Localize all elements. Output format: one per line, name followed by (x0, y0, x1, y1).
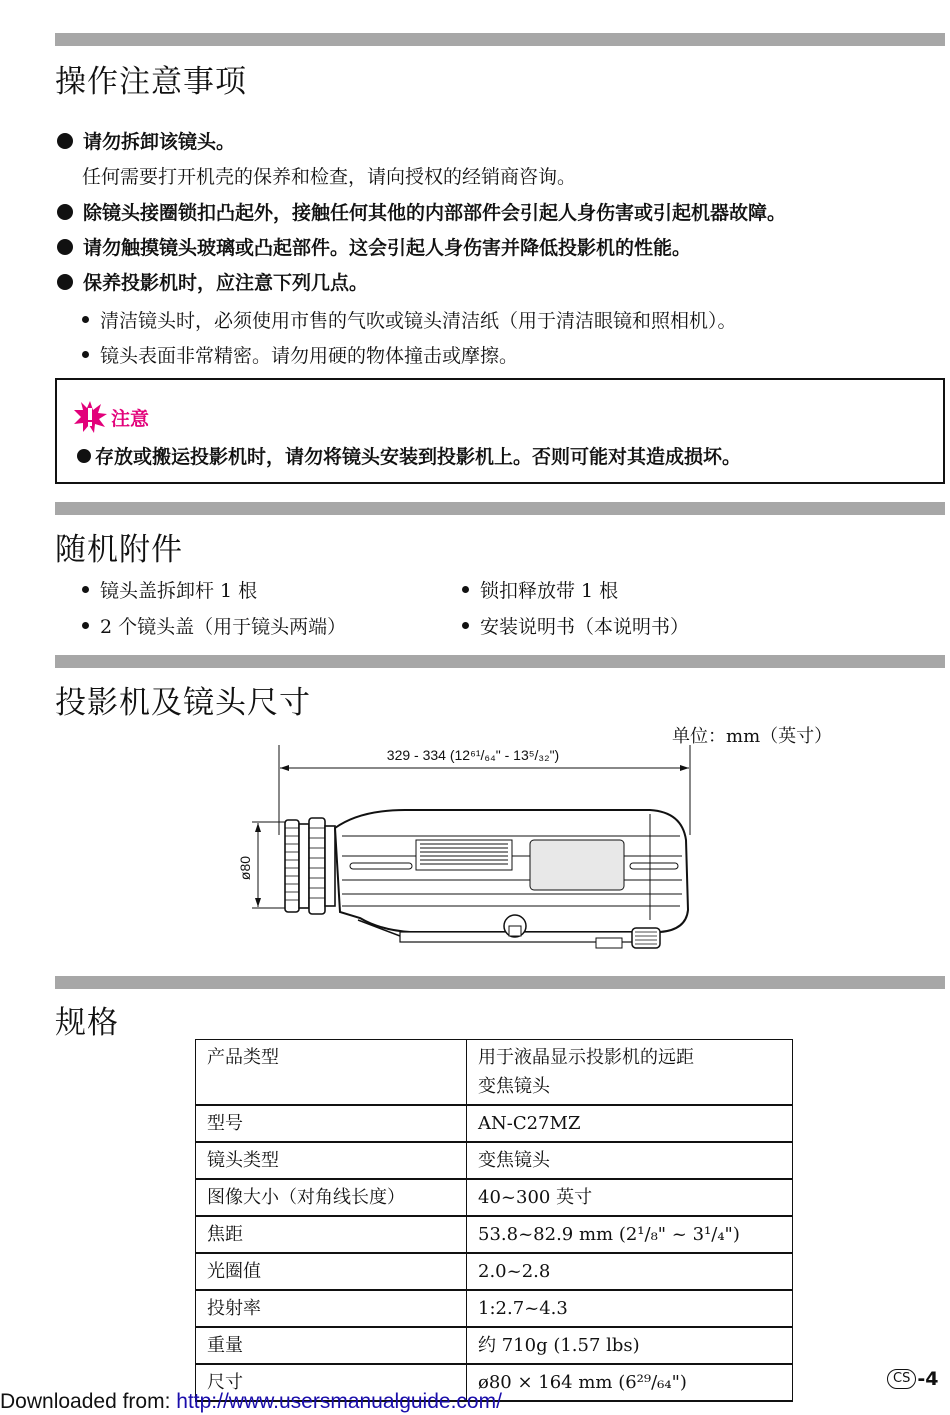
small-bullet-icon (82, 316, 89, 323)
section-title-dimensions: 投影机及镜头尺寸 (55, 685, 311, 721)
spec-value: ø80 × 164 mm (6²⁹/₆₄") (467, 1364, 793, 1401)
sub-item-text: 镜头表面非常精密。请勿用硬的物体撞击或摩擦。 (100, 345, 519, 367)
download-note (0, 1390, 502, 1414)
spec-value: AN-C27MZ (467, 1105, 793, 1142)
caution-box (55, 378, 945, 484)
precaution-item (55, 233, 691, 260)
precaution-text: 保养投影机时，应注意下列几点。 (83, 272, 369, 294)
table-row (196, 1179, 793, 1216)
bullet-icon (57, 204, 73, 220)
length-dimension-label: 329 - 334 (12⁶¹/₆₄" - 13⁵/₃₂") (386, 747, 560, 763)
accessory-text: 镜头盖拆卸杆 1 根 (100, 580, 258, 602)
projector-lens-diagram (230, 740, 710, 955)
section-title-specs: 规格 (55, 1005, 119, 1041)
spec-value-line: 用于液晶显示投影机的远距 (478, 1047, 694, 1068)
table-row (196, 1142, 793, 1179)
spec-label: 投射率 (196, 1290, 467, 1327)
bullet-icon (77, 449, 91, 463)
spec-label: 型号 (196, 1105, 467, 1142)
bullet-icon (57, 274, 73, 290)
diameter-dimension-label: ø80 (237, 855, 253, 881)
bullet-icon (57, 133, 73, 149)
language-badge: CS (887, 1369, 916, 1389)
small-bullet-icon (462, 586, 469, 593)
bullet-icon (57, 239, 73, 255)
caution-header (73, 400, 149, 434)
small-bullet-icon (462, 622, 469, 629)
spec-value: 2.0~2.8 (467, 1253, 793, 1290)
maintenance-sub-item (82, 341, 518, 368)
table-row (196, 1216, 793, 1253)
download-link[interactable]: http://www.usersmanualguide.com/ (176, 1390, 502, 1413)
spec-label: 光圈值 (196, 1253, 467, 1290)
page-number (887, 1368, 938, 1390)
table-row (196, 1253, 793, 1290)
spec-value: 53.8~82.9 mm (2¹/₈" ~ 3¹/₄") (467, 1216, 793, 1253)
precaution-text: 请勿拆卸该镜头。 (83, 131, 236, 153)
section-bar (55, 976, 945, 989)
spec-value: 40~300 英寸 (467, 1179, 793, 1216)
precaution-item (55, 198, 786, 225)
page-number-value: -4 (917, 1368, 939, 1390)
precaution-text: 请勿触摸镜头玻璃或凸起部件。这会引起人身伤害并降低投影机的性能。 (83, 237, 692, 259)
spec-value-line: 变焦镜头 (478, 1076, 550, 1097)
spec-label: 图像大小（对角线长度） (196, 1179, 467, 1216)
accessory-text: 2 个镜头盖（用于镜头两端） (100, 616, 347, 638)
spec-label: 镜头类型 (196, 1142, 467, 1179)
caution-burst-icon (73, 400, 107, 434)
accessory-item (82, 576, 257, 603)
accessory-item (82, 612, 346, 639)
section-bar (55, 655, 945, 668)
unit-label: 单位：mm（英寸） (672, 726, 833, 747)
accessory-item (462, 576, 618, 603)
small-bullet-icon (82, 586, 89, 593)
spec-table (195, 1039, 793, 1402)
small-bullet-icon (82, 351, 89, 358)
sub-item-text: 清洁镜头时，必须使用市售的气吹或镜头清洁纸（用于清洁眼镜和照相机）。 (100, 310, 737, 332)
spec-label: 产品类型 (196, 1040, 467, 1106)
section-bar (55, 502, 945, 515)
spec-label: 重量 (196, 1327, 467, 1364)
spec-value (467, 1040, 793, 1106)
precaution-item (55, 127, 235, 154)
table-row (196, 1105, 793, 1142)
precaution-item (55, 268, 368, 295)
spec-value: 约 710g (1.57 lbs) (467, 1327, 793, 1364)
spec-label: 尺寸 (196, 1364, 467, 1401)
download-prefix: Downloaded from: (0, 1390, 177, 1413)
section-title-accessories: 随机附件 (55, 532, 183, 568)
maintenance-sub-item (82, 306, 737, 333)
spec-label: 焦距 (196, 1216, 467, 1253)
small-bullet-icon (82, 622, 89, 629)
spec-value: 变焦镜头 (467, 1142, 793, 1179)
accessory-text: 锁扣释放带 1 根 (480, 580, 619, 602)
section-title-precautions: 操作注意事项 (55, 64, 247, 100)
caution-label: 注意 (111, 407, 150, 430)
precaution-detail: 任何需要打开机壳的保养和检查，请向授权的经销商咨询。 (82, 166, 577, 188)
caution-text-row (77, 442, 741, 469)
section-bar (55, 33, 945, 46)
spec-value: 1:2.7~4.3 (467, 1290, 793, 1327)
caution-text: 存放或搬运投影机时，请勿将镜头安装到投影机上。否则可能对其造成损坏。 (95, 446, 742, 468)
table-row (196, 1040, 793, 1106)
precaution-text: 除镜头接圈锁扣凸起外，接触任何其他的内部部件会引起人身伤害或引起机器故障。 (83, 202, 787, 224)
accessory-item (462, 612, 689, 639)
table-row (196, 1327, 793, 1364)
accessory-text: 安装说明书（本说明书） (480, 616, 690, 638)
table-row (196, 1290, 793, 1327)
